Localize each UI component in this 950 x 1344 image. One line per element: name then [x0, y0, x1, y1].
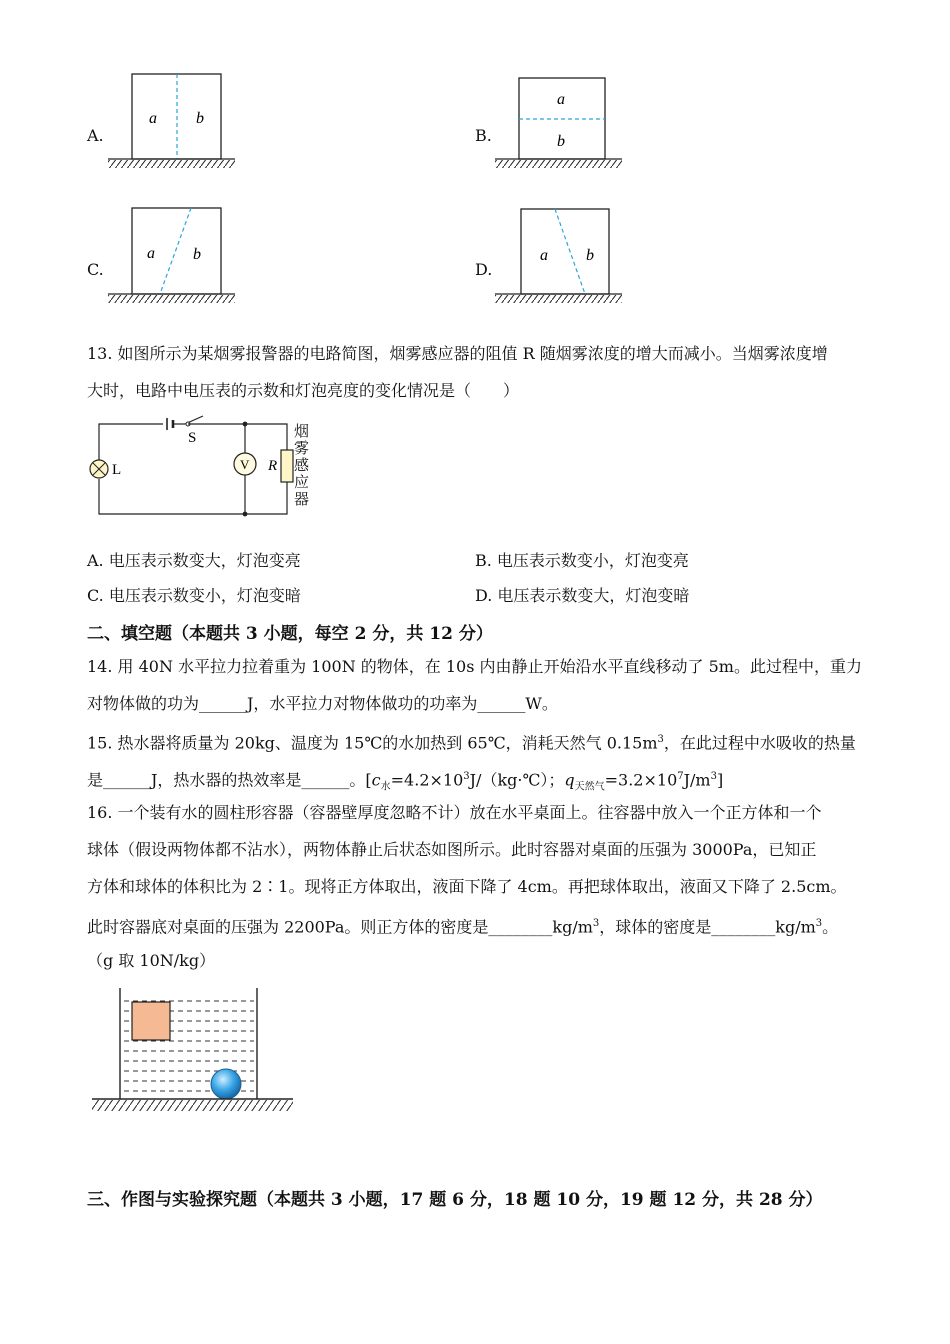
option-d: D. 电压表示数变大，灯泡变暗 — [475, 586, 690, 605]
label-b: b — [586, 247, 594, 264]
ground-hatch — [92, 1100, 293, 1111]
lamp-label: L — [112, 462, 122, 478]
label-a: a — [557, 91, 565, 108]
block-outline — [132, 208, 221, 294]
question-text-line1: 13. 如图所示为某烟雾报警器的电路简图，烟雾感应器的阻值 R 随烟雾浓度的增大而减小。当烟雾浓度增 — [87, 344, 828, 363]
question-text-line2: 对物体做的功为______J，水平拉力对物体做功的功率为______W。 — [87, 694, 558, 713]
ground-hatch — [495, 160, 622, 168]
split-line — [555, 209, 585, 294]
sensor-resistor — [281, 450, 293, 482]
figure-b — [492, 70, 627, 170]
label-b: b — [193, 246, 201, 263]
switch-label: S — [188, 430, 197, 446]
option-label: B. — [475, 126, 492, 145]
section-heading-2: 二、填空题（本题共 3 小题，每空 2 分，共 12 分） — [87, 624, 493, 644]
figure-c — [105, 204, 240, 304]
option-label: C. — [87, 260, 104, 279]
question-text-line1: 16. 一个装有水的圆柱形容器（容器壁厚度忽略不计）放在水平桌面上。往容器中放入一个正方体和一个 — [87, 803, 822, 822]
option-c: C. 电压表示数变小，灯泡变暗 — [87, 586, 301, 605]
sphere — [211, 1069, 241, 1099]
option-b: B. 电压表示数变小，灯泡变亮 — [475, 551, 689, 570]
question-text-line3: 方体和球体的体积比为 2∶1。现将正方体取出，液面下降了 4cm。再把球体取出，液面又下降了 2.5cm。 — [87, 877, 847, 896]
option-label: A. — [87, 126, 104, 145]
ground-hatch — [108, 160, 235, 168]
label-b: b — [557, 133, 565, 150]
label-a: a — [540, 247, 548, 264]
block-outline — [521, 209, 609, 294]
question-text-line4: 此时容器底对桌面的压强为 2200Pa。则正方体的密度是$\_\_\_\_\_\_\_\_kg/m^3$，球体的密度是$\_\_\_\_\_\_\_\_kg/m^3$。 — [87, 917, 839, 937]
figure-d — [492, 204, 627, 304]
figure-a — [105, 70, 240, 170]
ground-hatch — [108, 295, 235, 303]
option-label: D. — [475, 260, 493, 279]
question-text-line5: （g 取 10N/kg） — [87, 951, 216, 970]
label-a: a — [149, 110, 157, 127]
sensor-label: 烟雾感应器 — [294, 422, 310, 508]
label-b: b — [196, 110, 204, 127]
option-a: A. 电压表示数变大，灯泡变亮 — [87, 551, 301, 570]
split-line — [160, 208, 191, 294]
cube — [132, 1002, 170, 1040]
wire-top-left — [99, 424, 163, 469]
resistor-label: R — [268, 458, 278, 474]
label-a: a — [147, 245, 155, 262]
ground-hatch — [495, 295, 622, 303]
container-diagram — [88, 985, 298, 1120]
question-text-line2: 是______J，热水器的热效率是______。[$c_水=4.2\times 10^3J/(kg\cdot℃)$；$q_{天然气}=3.2\times 10^7J/m^3$] — [87, 770, 724, 793]
question-text-line1: 14. 用 40N 水平拉力拉着重为 100N 的物体，在 10s 内由静止开始沿水平直线移动了 5m。此过程中，重力 — [87, 657, 862, 676]
junction-top — [243, 422, 248, 427]
question-text-line2: 大时，电路中电压表的示数和灯泡亮度的变化情况是（ ） — [87, 381, 520, 400]
voltmeter-label: V — [240, 457, 250, 472]
question-text-line1: 15. 热水器将质量为 20kg、温度为 15℃的水加热到 65℃，消耗天然气 $0.15m^3$，在此过程中水吸收的热量 — [87, 733, 856, 753]
circuit-diagram — [85, 412, 325, 527]
section-heading-3: 三、作图与实验探究题（本题共 3 小题，17 题 6 分，18 题 10 分，19 题 12 分，共 28 分） — [87, 1190, 823, 1210]
question-text-line2: 球体（假设两物体都不沾水），两物体静止后状态如图所示。此时容器对桌面的压强为 3000Pa，已知正 — [87, 840, 817, 859]
